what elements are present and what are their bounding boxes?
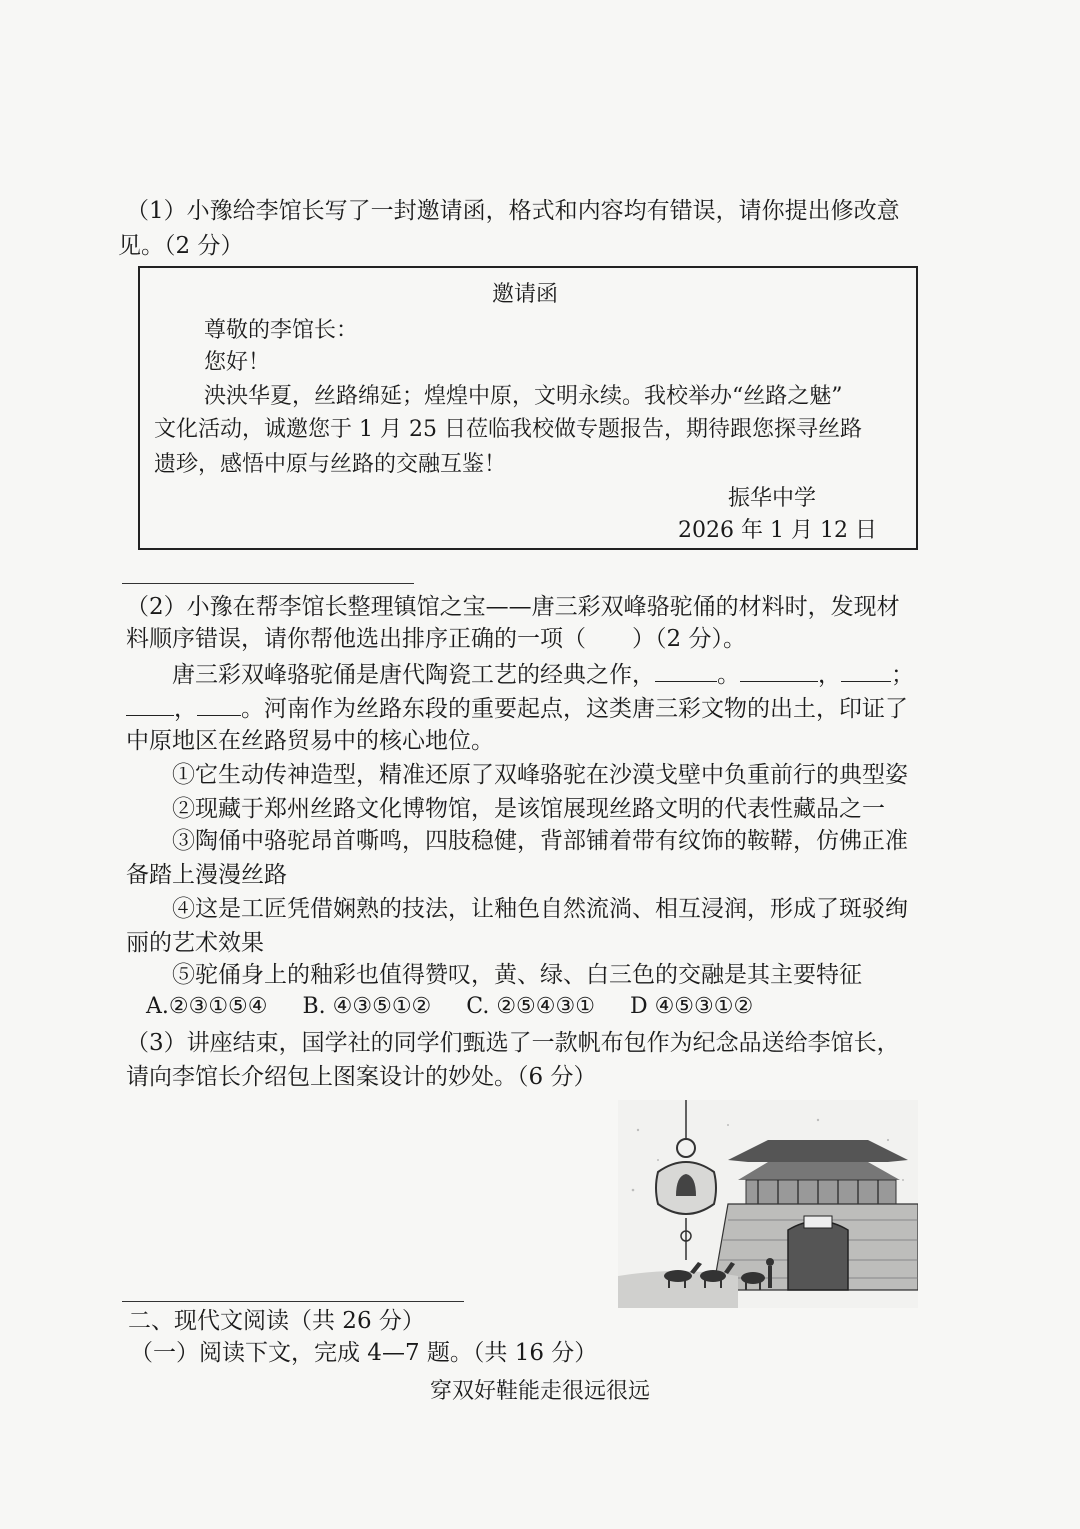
divider-rule (122, 1301, 464, 1302)
q2-item-3a: ③陶俑中骆驼昂首嘶鸣，四肢稳健，背部铺着带有纹饰的鞍鞯，仿佛正准 (172, 828, 908, 854)
section2-subheading: （一）阅读下文，完成 4—7 题。（共 16 分） (130, 1340, 598, 1366)
answer-blank (197, 695, 241, 716)
section2-heading: 二、现代文阅读（共 26 分） (128, 1308, 425, 1334)
q2-line1: （2）小豫在帮李馆长整理镇馆之宝——唐三彩双峰骆驼俑的材料时，发现材 (126, 594, 900, 620)
answer-blank (655, 661, 717, 682)
passage-text: 。河南作为丝路东段的重要起点，这类唐三彩文物的出土，印证了 (241, 696, 908, 722)
option-c[interactable]: C. ②⑤④③① (466, 994, 595, 1019)
q1-line1: （1）小豫给李馆长写了一封邀请函，格式和内容均有错误，请你提出修改意 (126, 198, 900, 224)
passage-punct: ， (174, 696, 197, 722)
q2-passage-line3: 中原地区在丝路贸易中的核心地位。 (126, 728, 494, 754)
q3-line2: 请向李馆长介绍包上图案设计的妙处。（6 分） (126, 1064, 597, 1090)
reading-title: 穿双好鞋能走很远很远 (429, 1379, 650, 1404)
passage-punct: 。 (717, 662, 740, 688)
letter-title: 邀请函 (492, 282, 559, 307)
q2-options (146, 992, 781, 1022)
answer-blank (841, 661, 891, 682)
passage-punct: ； (891, 662, 914, 688)
q2-item-3b: 备踏上漫漫丝路 (126, 862, 287, 888)
letter-body-1: 泱泱华夏，丝路绵延；煌煌中原，文明永续。我校举办“丝路之魅” (204, 384, 843, 409)
invitation-letter-box (138, 266, 918, 550)
letter-date: 2026 年 1 月 12 日 (678, 518, 877, 543)
letter-greeting: 您好！ (204, 350, 271, 375)
letter-signature: 振华中学 (728, 486, 817, 511)
q2-line2: 料顺序错误，请你帮他选出排序正确的一项（ ）（2 分）。 (126, 626, 746, 652)
option-b[interactable]: B. ④③⑤①② (302, 994, 432, 1019)
answer-blank (740, 661, 818, 682)
passage-punct: ， (818, 662, 841, 688)
q2-item-4a: ④这是工匠凭借娴熟的技法，让釉色自然流淌、相互浸润，形成了斑驳绚 (172, 896, 908, 922)
passage-text: 唐三彩双峰骆驼俑是唐代陶瓷工艺的经典之作， (172, 662, 655, 688)
q2-item-4b: 丽的艺术效果 (126, 930, 264, 956)
q2-item-1: ①它生动传神造型，精准还原了双峰骆驼在沙漠戈壁中负重前行的典型姿 (172, 762, 908, 788)
answer-blank (126, 695, 174, 716)
q2-passage-line2 (126, 694, 908, 724)
letter-body-2: 文化活动，诚邀您于 1 月 25 日莅临我校做专题报告，期待跟您探寻丝路 (154, 417, 862, 442)
canvas-bag-pattern-image (618, 1100, 918, 1308)
option-d[interactable]: D ④⑤③①② (629, 994, 754, 1019)
q3-line1: （3）讲座结束，国学社的同学们甄选了一款帆布包作为纪念品送给李馆长， (126, 1030, 900, 1056)
q2-passage-line1 (172, 660, 914, 690)
q2-item-5: ⑤驼俑身上的釉彩也值得赞叹，黄、绿、白三色的交融是其主要特征 (172, 962, 862, 988)
option-a[interactable]: A.②③①⑤④ (146, 994, 268, 1019)
divider-rule (122, 583, 414, 584)
q1-line2: 见。（2 分） (118, 233, 244, 259)
letter-body-3: 遗珍，感悟中原与丝路的交融互鉴！ (154, 452, 507, 477)
letter-salutation: 尊敬的李馆长： (204, 318, 359, 343)
q2-item-2: ②现藏于郑州丝路文化博物馆，是该馆展现丝路文明的代表性藏品之一 (172, 796, 885, 822)
